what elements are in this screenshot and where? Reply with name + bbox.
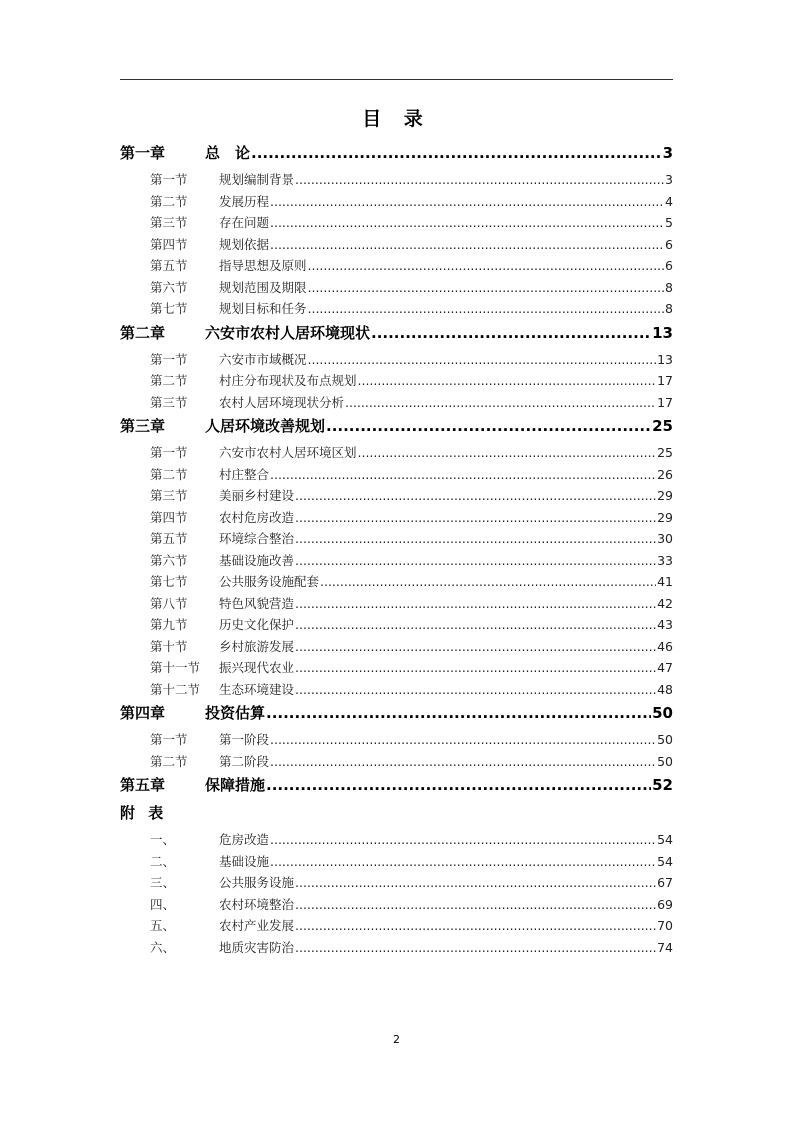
- toc-section[interactable]: [120, 571, 673, 593]
- toc-section[interactable]: [120, 255, 673, 277]
- toc-section[interactable]: [120, 636, 673, 658]
- entry-label: 二、: [150, 853, 176, 869]
- dot-leader: [295, 872, 656, 894]
- dot-leader: [345, 392, 656, 414]
- dot-leader: [270, 464, 656, 486]
- dot-leader: [266, 701, 651, 725]
- toc-section[interactable]: [120, 191, 673, 213]
- entry-page: 4: [665, 193, 673, 209]
- entry-label: 第一节: [150, 172, 188, 187]
- entry-title: 公共服务设施配套: [219, 574, 320, 589]
- toc-section[interactable]: [120, 485, 673, 507]
- entry-title: 基础设施: [219, 853, 270, 869]
- dot-leader: [251, 141, 662, 165]
- entry-title: 第一阶段: [219, 732, 270, 747]
- entry-title: 六安市市域概况: [219, 351, 307, 367]
- entry-label: 第一节: [150, 732, 188, 747]
- entry-title: 危房改造: [219, 832, 270, 847]
- entry-title: 指导思想及原则: [219, 258, 307, 273]
- dot-leader: [295, 915, 656, 937]
- toc-section[interactable]: [120, 212, 673, 234]
- entry-title: 历史文化保护: [219, 617, 295, 632]
- dot-leader: [358, 442, 657, 464]
- toc-section[interactable]: [120, 442, 673, 464]
- entry-page: 25: [652, 417, 673, 435]
- dot-leader: [371, 321, 651, 345]
- entry-label: 六、: [150, 939, 176, 955]
- entry-page: 74: [657, 939, 673, 955]
- dot-leader: [270, 729, 656, 751]
- dot-leader: [295, 485, 656, 507]
- toc-appendix-item[interactable]: [120, 915, 673, 937]
- entry-label: 第一节: [150, 351, 188, 367]
- entry-title: 六安市农村人居环境区划: [219, 445, 357, 460]
- entry-page: 54: [657, 853, 673, 869]
- dot-leader: [295, 169, 664, 191]
- dot-leader: [270, 751, 656, 773]
- entry-page: 41: [657, 574, 673, 589]
- entry-label: 第七节: [150, 301, 188, 316]
- dot-leader: [295, 507, 656, 529]
- entry-title: 农村人居环境现状分析: [219, 394, 345, 410]
- dot-leader: [295, 636, 656, 658]
- entry-page: 47: [657, 660, 673, 675]
- entry-page: 13: [652, 323, 673, 342]
- appendix-heading: 附 表: [120, 804, 168, 822]
- toc-section[interactable]: [120, 298, 673, 320]
- dot-leader: [295, 657, 656, 679]
- dot-leader: [295, 937, 656, 959]
- entry-page: 42: [657, 595, 673, 611]
- dot-leader: [308, 277, 665, 299]
- dot-leader: [270, 191, 664, 213]
- entry-page: 54: [657, 832, 673, 847]
- entry-title: 规划编制背景: [219, 172, 295, 187]
- toc-section[interactable]: [120, 614, 673, 636]
- entry-title: 总 论: [205, 144, 251, 162]
- entry-title: 第二阶段: [219, 753, 270, 769]
- dot-leader: [326, 414, 651, 438]
- entry-title: 村庄分布现状及布点规划: [219, 373, 357, 388]
- entry-page: 5: [665, 215, 673, 230]
- entry-title: 农村环境整治: [219, 896, 295, 912]
- entry-label: 第四章: [120, 704, 166, 722]
- toc-chapter[interactable]: [120, 321, 673, 345]
- entry-label: 第四节: [150, 236, 188, 252]
- entry-page: 8: [665, 301, 673, 316]
- toc-chapter[interactable]: [120, 414, 673, 438]
- entry-label: 第四节: [150, 509, 188, 525]
- entry-title: 存在问题: [219, 215, 270, 230]
- entry-title: 规划范围及期限: [219, 279, 307, 295]
- entry-title: 人居环境改善规划: [205, 417, 326, 435]
- entry-title: 发展历程: [219, 193, 270, 209]
- entry-title: 环境综合整治: [219, 531, 295, 546]
- entry-page: 50: [657, 753, 673, 769]
- entry-label: 第六节: [150, 279, 188, 295]
- toc-section[interactable]: [120, 679, 673, 701]
- toc-section[interactable]: [120, 507, 673, 529]
- dot-leader: [295, 593, 656, 615]
- dot-leader: [308, 298, 665, 320]
- dot-leader: [308, 349, 657, 371]
- entry-page: 46: [657, 638, 673, 654]
- toc-chapter[interactable]: [120, 701, 673, 725]
- entry-label: 第五节: [150, 258, 188, 273]
- entry-label: 第八节: [150, 595, 188, 611]
- toc-appendix-item[interactable]: [120, 872, 673, 894]
- toc-section[interactable]: [120, 349, 673, 371]
- entry-title: 保障措施: [205, 776, 266, 794]
- entry-page: 29: [657, 509, 673, 525]
- dot-leader: [295, 528, 656, 550]
- toc-section[interactable]: [120, 751, 673, 773]
- entry-title: 公共服务设施: [219, 875, 295, 890]
- entry-title: 规划目标和任务: [219, 301, 307, 316]
- entry-page: 48: [657, 681, 673, 697]
- toc-chapter[interactable]: [120, 141, 673, 165]
- toc-appendix-item[interactable]: [120, 937, 673, 959]
- entry-page: 67: [657, 875, 673, 890]
- dot-leader: [295, 614, 656, 636]
- toc-section[interactable]: [120, 169, 673, 191]
- entry-label: 第二节: [150, 466, 188, 482]
- header-rule: [120, 79, 673, 80]
- dot-leader: [295, 894, 656, 916]
- entry-title: 村庄整合: [219, 466, 270, 482]
- toc-appendix-item[interactable]: [120, 851, 673, 873]
- toc-section[interactable]: [120, 234, 673, 256]
- entry-label: 第三节: [150, 394, 188, 410]
- entry-label: 第十节: [150, 638, 188, 654]
- entry-label: 五、: [150, 918, 176, 933]
- entry-title: 振兴现代农业: [219, 660, 295, 675]
- entry-title: 地质灾害防治: [219, 939, 295, 955]
- entry-label: 第三节: [150, 215, 188, 230]
- entry-page: 69: [657, 896, 673, 912]
- toc-section[interactable]: [120, 550, 673, 572]
- entry-title: 美丽乡村建设: [219, 488, 295, 503]
- entry-label: 第一节: [150, 445, 188, 460]
- entry-title: 农村产业发展: [219, 918, 295, 933]
- toc-section[interactable]: [120, 657, 673, 679]
- entry-label: 第二节: [150, 373, 188, 388]
- entry-page: 26: [657, 466, 673, 482]
- entry-title: 规划依据: [219, 236, 270, 252]
- entry-page: 6: [665, 258, 673, 273]
- dot-leader: [295, 550, 656, 572]
- toc-section[interactable]: [120, 370, 673, 392]
- entry-page: 17: [657, 394, 673, 410]
- entry-label: 第五节: [150, 531, 188, 546]
- entry-page: 17: [657, 373, 673, 388]
- entry-label: 第二节: [150, 193, 188, 209]
- table-of-contents: [120, 140, 673, 958]
- entry-label: 第七节: [150, 574, 188, 589]
- toc-appendix-item[interactable]: [120, 894, 673, 916]
- entry-title: 农村危房改造: [219, 509, 295, 525]
- entry-page: 30: [657, 531, 673, 546]
- dot-leader: [308, 255, 665, 277]
- entry-label: 第六节: [150, 552, 188, 568]
- entry-page: 3: [665, 172, 673, 187]
- dot-leader: [270, 851, 656, 873]
- toc-section[interactable]: [120, 593, 673, 615]
- entry-page: 25: [657, 445, 673, 460]
- entry-label: 三、: [150, 875, 176, 890]
- entry-page: 70: [657, 918, 673, 933]
- entry-label: 第二章: [120, 323, 166, 342]
- entry-page: 50: [652, 704, 673, 722]
- entry-title: 生态环境建设: [219, 681, 295, 697]
- dot-leader: [266, 773, 651, 797]
- entry-page: 50: [657, 732, 673, 747]
- entry-label: 第十一节: [150, 660, 201, 675]
- entry-page: 3: [662, 144, 673, 162]
- entry-label: 第十二节: [150, 681, 201, 697]
- dot-leader: [295, 679, 656, 701]
- entry-label: 四、: [150, 896, 176, 912]
- entry-page: 13: [657, 351, 673, 367]
- entry-page: 43: [657, 617, 673, 632]
- entry-label: 第五章: [120, 776, 166, 794]
- entry-page: 6: [665, 236, 673, 252]
- toc-section[interactable]: [120, 392, 673, 414]
- toc-section[interactable]: [120, 729, 673, 751]
- toc-appendix-item[interactable]: [120, 829, 673, 851]
- dot-leader: [320, 571, 656, 593]
- entry-title: 六安市农村人居环境现状: [205, 323, 371, 342]
- entry-label: 第二节: [150, 753, 188, 769]
- entry-label: 第三节: [150, 488, 188, 503]
- dot-leader: [358, 370, 657, 392]
- entry-page: 52: [652, 776, 673, 794]
- entry-label: 一、: [150, 832, 176, 847]
- entry-label: 第一章: [120, 144, 166, 162]
- page-number: 2: [393, 1033, 400, 1046]
- entry-title: 乡村旅游发展: [219, 638, 295, 654]
- toc-title: 目 录: [362, 108, 431, 130]
- entry-page: 8: [665, 279, 673, 295]
- dot-leader: [270, 212, 664, 234]
- entry-title: 特色风貌营造: [219, 595, 295, 611]
- entry-page: 29: [657, 488, 673, 503]
- dot-leader: [270, 234, 664, 256]
- entry-page: 33: [657, 552, 673, 568]
- toc-section[interactable]: [120, 528, 673, 550]
- toc-section[interactable]: [120, 277, 673, 299]
- entry-label: 第三章: [120, 417, 166, 435]
- entry-title: 投资估算: [205, 704, 266, 722]
- dot-leader: [270, 829, 656, 851]
- toc-chapter[interactable]: [120, 773, 673, 797]
- entry-label: 第九节: [150, 617, 188, 632]
- toc-section[interactable]: [120, 464, 673, 486]
- entry-title: 基础设施改善: [219, 552, 295, 568]
